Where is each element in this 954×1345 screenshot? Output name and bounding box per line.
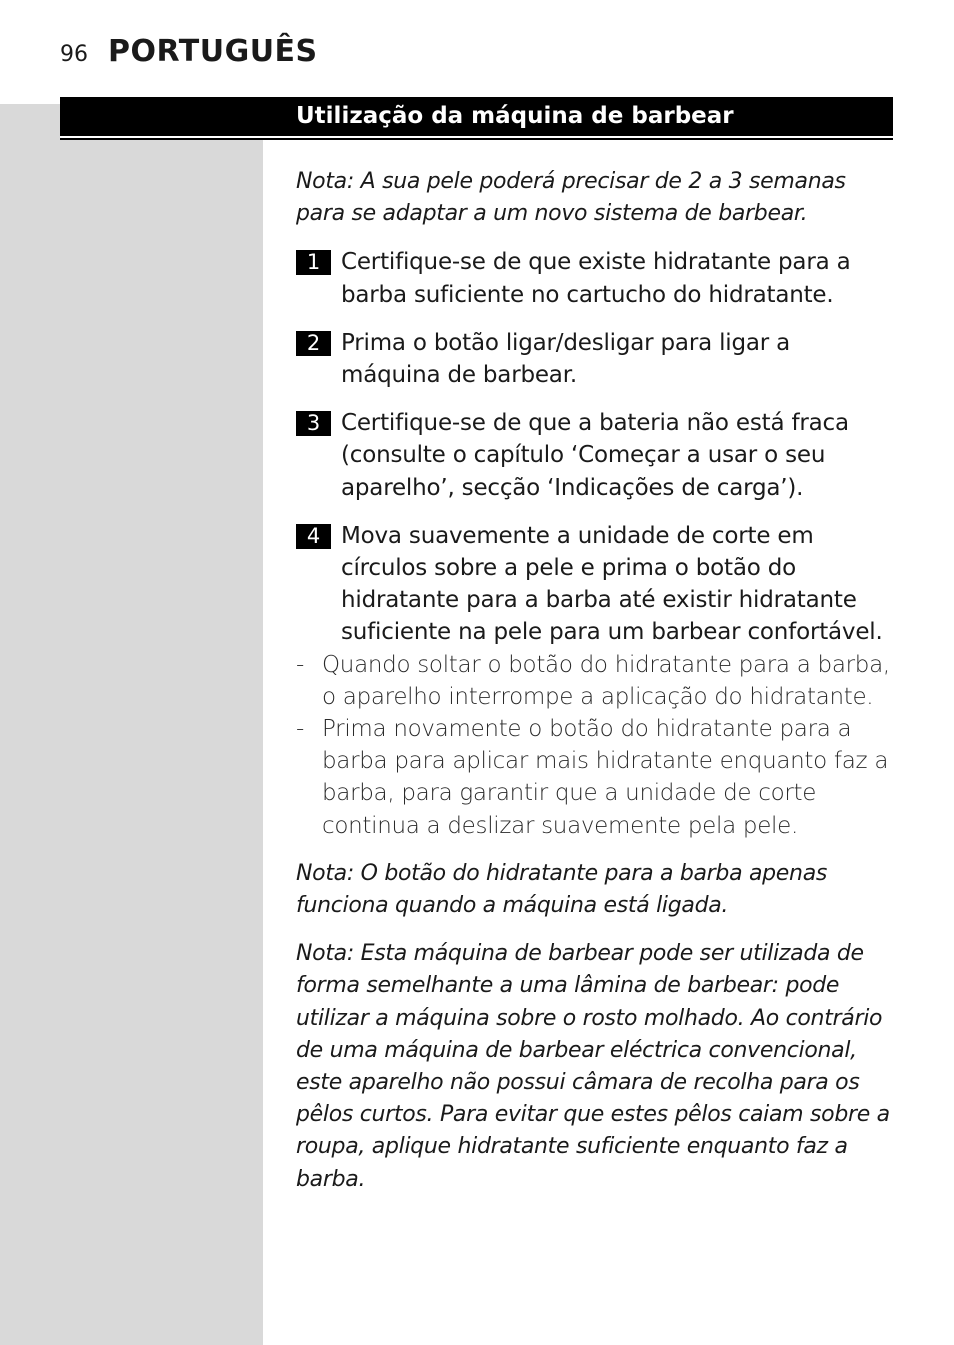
note-intro: Nota: A sua pele poderá precisar de 2 a 3 semanas para se adaptar a um novo sistema de barbear.: [296, 169, 846, 227]
note-button: Nota: O botão do hidratante para a barba apenas funciona quando a máquina está ligada.: [296, 860, 828, 919]
dash-marker: -: [296, 651, 304, 678]
step-item: [296, 520, 893, 649]
step-number-badge: 4: [296, 524, 331, 549]
step-number-badge: 2: [296, 331, 331, 356]
left-margin-panel: [0, 104, 263, 1345]
step-item: [296, 246, 893, 310]
bullet-item: [296, 713, 893, 842]
bullet-item: [296, 649, 893, 713]
bullet-text: Prima novamente o botão do hidratante para a barba para aplicar mais hidratante enquanto faz a barba, para garantir que a unidade de corte continua a deslizar suavemente pela pele.: [322, 716, 889, 839]
step-number-badge: 1: [296, 250, 331, 275]
dash-marker: -: [296, 716, 304, 743]
step-text: Mova suavemente a unidade de corte em círculos sobre a pele e prima o botão do hidratante para a barba até existir hidratante suficiente na pele para um barbear confortável.: [341, 522, 883, 646]
step-item: [296, 407, 893, 504]
step-text: Certifique-se de que a bateria não está fraca (consulte o capítulo ‘Começar a usar o seu aparelho’, secção ‘Indicações de carga’).: [341, 410, 849, 501]
page-number: 96: [60, 42, 88, 67]
step-item: [296, 327, 893, 391]
step-number-badge: 3: [296, 411, 331, 436]
main-content: [296, 166, 893, 1212]
page-header: [60, 34, 318, 74]
section-header-bar: [60, 97, 893, 138]
section-title: Utilização da máquina de barbear: [296, 103, 734, 129]
step-text: Prima o botão ligar/desligar para ligar a máquina de barbear.: [341, 329, 791, 389]
bullet-text: Quando soltar o botão do hidratante para a barba, o aparelho interrompe a aplicação do hidratante.: [322, 651, 890, 710]
note-wet-shaving: Nota: Esta máquina de barbear pode ser utilizada de forma semelhante a uma lâmina de barbear: pode utilizar a máquina sobre o rosto molhado. Ao contrário de uma máquina de barbear eléctrica convencional, este aparelho não possui câmara de recolha para os pêlos curtos. Para evitar que estes pêlos caiam sobre a roupa, aplique hidratante suficiente enquanto faz a barba.: [296, 941, 890, 1192]
step-text: Certifique-se de que existe hidratante para a barba suficiente no cartucho do hidratante.: [341, 249, 851, 308]
language-heading: PORTUGUÊS: [108, 34, 318, 69]
